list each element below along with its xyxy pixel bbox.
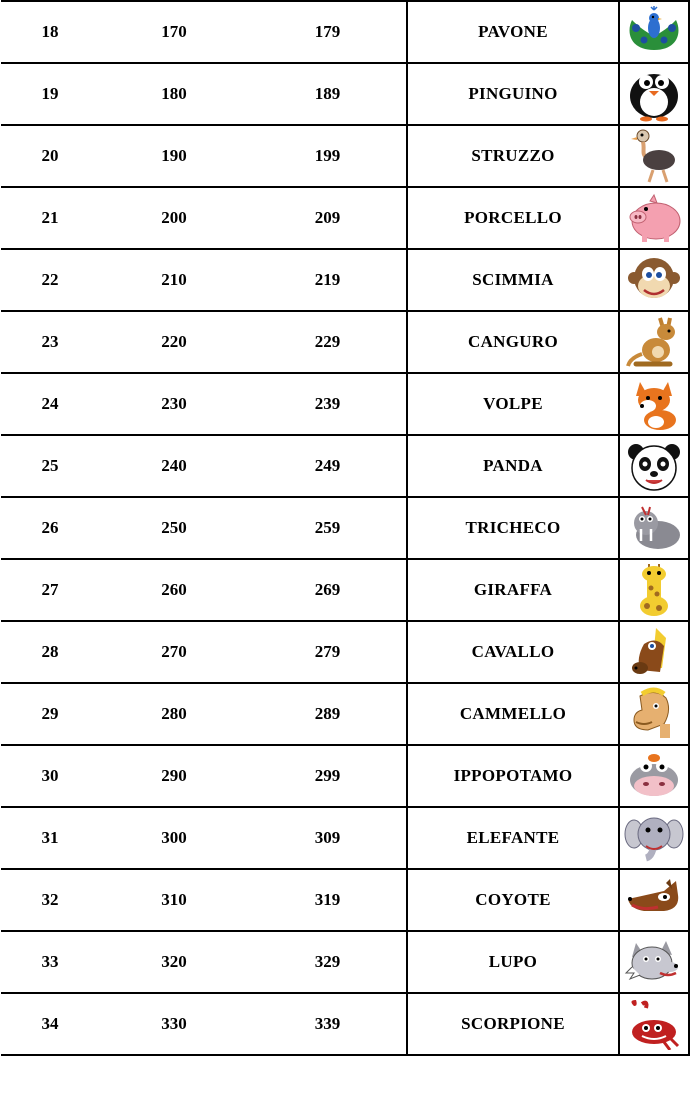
animal-name: CANGURO: [407, 311, 619, 373]
animal-name: PORCELLO: [407, 187, 619, 249]
row-number: 31: [1, 807, 99, 869]
range-end: 219: [249, 249, 407, 311]
row-number: 26: [1, 497, 99, 559]
row-number: 18: [1, 1, 99, 63]
range-start: 170: [99, 1, 249, 63]
range-start: 270: [99, 621, 249, 683]
range-end: 279: [249, 621, 407, 683]
range-end: 319: [249, 869, 407, 931]
range-end: 339: [249, 993, 407, 1055]
range-end: 259: [249, 497, 407, 559]
table-row: [1, 249, 689, 311]
table-row: [1, 187, 689, 249]
row-number: 34: [1, 993, 99, 1055]
table-row: [1, 807, 689, 869]
table-row: [1, 63, 689, 125]
table-row: [1, 931, 689, 993]
elephant-icon: [619, 807, 689, 869]
animal-name: IPPOPOTAMO: [407, 745, 619, 807]
range-start: 250: [99, 497, 249, 559]
range-end: 199: [249, 125, 407, 187]
range-start: 230: [99, 373, 249, 435]
fox-icon: [619, 373, 689, 435]
animal-number-table: [1, 0, 690, 1056]
animal-name: PINGUINO: [407, 63, 619, 125]
table-row: [1, 559, 689, 621]
animal-name: GIRAFFA: [407, 559, 619, 621]
row-number: 33: [1, 931, 99, 993]
row-number: 25: [1, 435, 99, 497]
row-number: 29: [1, 683, 99, 745]
animal-name: PAVONE: [407, 1, 619, 63]
animal-name: VOLPE: [407, 373, 619, 435]
table-row: [1, 125, 689, 187]
table-row: [1, 373, 689, 435]
range-start: 190: [99, 125, 249, 187]
table-row: [1, 683, 689, 745]
range-end: 309: [249, 807, 407, 869]
table-body: [1, 1, 689, 1055]
range-start: 210: [99, 249, 249, 311]
range-start: 320: [99, 931, 249, 993]
scorpion-icon: [619, 993, 689, 1055]
animal-name: SCORPIONE: [407, 993, 619, 1055]
table-row: [1, 621, 689, 683]
range-start: 200: [99, 187, 249, 249]
row-number: 28: [1, 621, 99, 683]
animal-name: CAVALLO: [407, 621, 619, 683]
range-start: 330: [99, 993, 249, 1055]
camel-icon: [619, 683, 689, 745]
table-row: [1, 435, 689, 497]
range-start: 310: [99, 869, 249, 931]
range-start: 260: [99, 559, 249, 621]
penguin-icon: [619, 63, 689, 125]
row-number: 23: [1, 311, 99, 373]
range-end: 329: [249, 931, 407, 993]
animal-name: PANDA: [407, 435, 619, 497]
table-row: [1, 311, 689, 373]
table-row: [1, 745, 689, 807]
animal-name: TRICHECO: [407, 497, 619, 559]
range-end: 289: [249, 683, 407, 745]
hippo-icon: [619, 745, 689, 807]
wolf-icon: [619, 931, 689, 993]
peacock-icon: [619, 1, 689, 63]
kangaroo-icon: [619, 311, 689, 373]
range-end: 189: [249, 63, 407, 125]
table-row: [1, 1, 689, 63]
range-start: 220: [99, 311, 249, 373]
range-end: 299: [249, 745, 407, 807]
row-number: 30: [1, 745, 99, 807]
range-start: 180: [99, 63, 249, 125]
animal-name: SCIMMIA: [407, 249, 619, 311]
range-start: 300: [99, 807, 249, 869]
ostrich-icon: [619, 125, 689, 187]
animal-name: CAMMELLO: [407, 683, 619, 745]
row-number: 24: [1, 373, 99, 435]
row-number: 19: [1, 63, 99, 125]
animal-name: ELEFANTE: [407, 807, 619, 869]
monkey-icon: [619, 249, 689, 311]
row-number: 27: [1, 559, 99, 621]
row-number: 22: [1, 249, 99, 311]
range-start: 240: [99, 435, 249, 497]
panda-icon: [619, 435, 689, 497]
range-end: 209: [249, 187, 407, 249]
animal-name: COYOTE: [407, 869, 619, 931]
table-row: [1, 993, 689, 1055]
row-number: 20: [1, 125, 99, 187]
table-row: [1, 869, 689, 931]
table-row: [1, 497, 689, 559]
range-end: 229: [249, 311, 407, 373]
animal-name: LUPO: [407, 931, 619, 993]
pig-icon: [619, 187, 689, 249]
range-end: 249: [249, 435, 407, 497]
row-number: 32: [1, 869, 99, 931]
horse-icon: [619, 621, 689, 683]
range-end: 179: [249, 1, 407, 63]
coyote-icon: [619, 869, 689, 931]
animal-name: STRUZZO: [407, 125, 619, 187]
range-start: 290: [99, 745, 249, 807]
giraffe-icon: [619, 559, 689, 621]
range-end: 269: [249, 559, 407, 621]
walrus-icon: [619, 497, 689, 559]
range-end: 239: [249, 373, 407, 435]
range-start: 280: [99, 683, 249, 745]
row-number: 21: [1, 187, 99, 249]
